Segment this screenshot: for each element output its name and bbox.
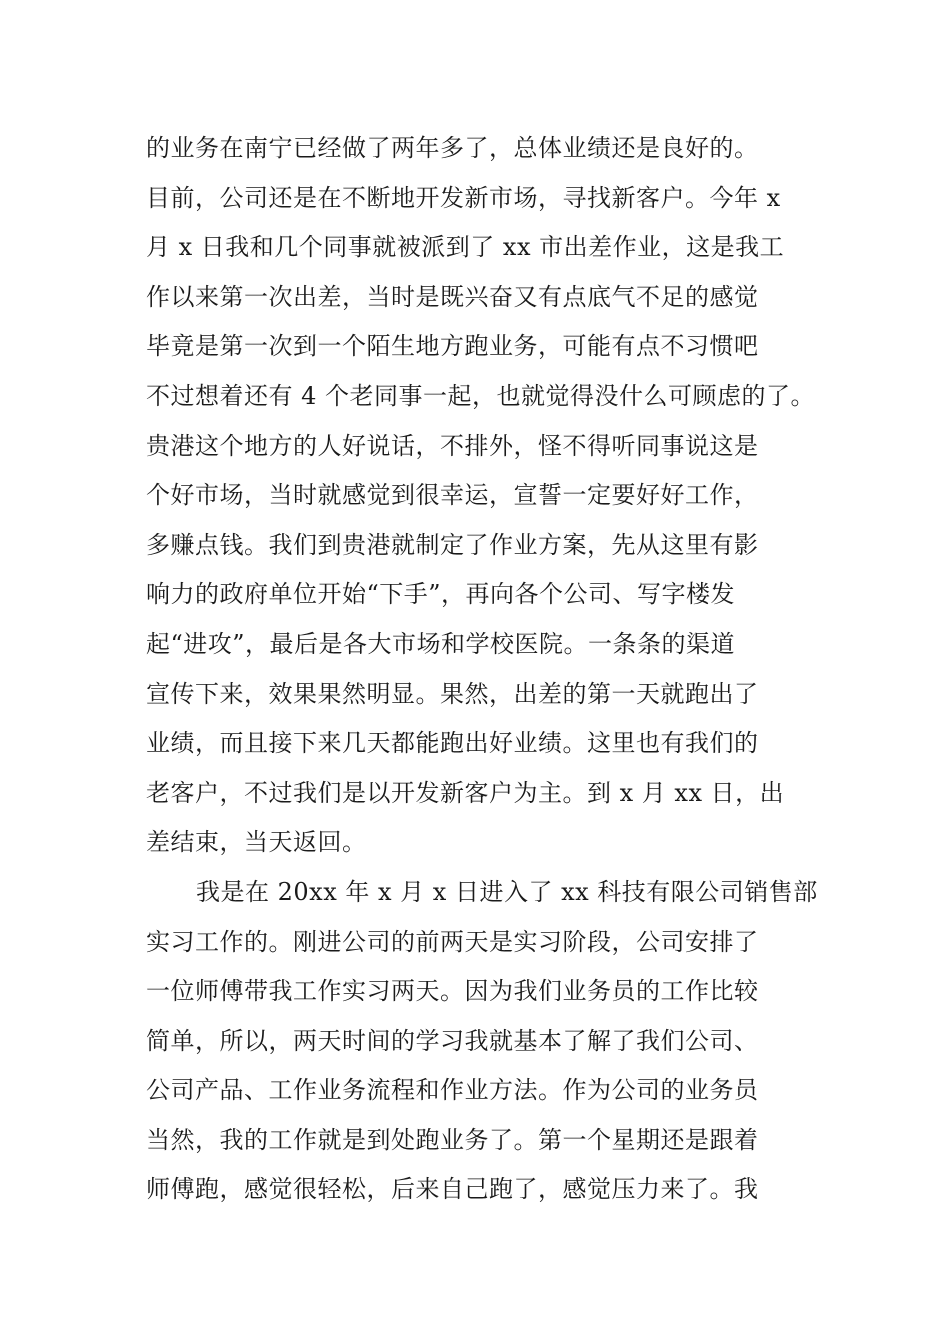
text-line: 师傅跑，感觉很轻松，后来自己跑了，感觉压力来了。我 <box>146 1175 759 1204</box>
paragraph-first-line: 我是在 20xx 年 x 月 x 日进入了 xx 科技有限公司销售部 <box>196 877 818 906</box>
text-line: 起“进攻”，最后是各大市场和学校医院。一条条的渠道 <box>146 629 736 658</box>
text-line: 简单，所以，两天时间的学习我就基本了解了我们公司、 <box>146 1026 759 1055</box>
text-line: 一位师傅带我工作实习两天。因为我们业务员的工作比较 <box>146 977 759 1006</box>
text-line: 当然，我的工作就是到处跑业务了。第一个星期还是跟着 <box>146 1125 759 1154</box>
text-line: 月 x 日我和几个同事就被派到了 xx 市出差作业，这是我工 <box>146 233 785 262</box>
document-body <box>146 128 846 1219</box>
text-line: 作以来第一次出差，当时是既兴奋又有点底气不足的感觉 <box>146 282 759 311</box>
text-line: 公司产品、工作业务流程和作业方法。作为公司的业务员 <box>146 1076 759 1105</box>
text-line: 多赚点钱。我们到贵港就制定了作业方案，先从这里有影 <box>146 530 759 559</box>
text-line: 不过想着还有 4 个老同事一起，也就觉得没什么可顾虑的了。 <box>146 381 816 410</box>
text-line: 差结束，当天返回。 <box>146 828 367 857</box>
text-line: 个好市场，当时就感觉到很幸运，宣誓一定要好好工作， <box>146 481 759 510</box>
text-line: 业绩，而且接下来几天都能跑出好业绩。这里也有我们的 <box>146 729 759 758</box>
text-line: 的业务在南宁已经做了两年多了，总体业绩还是良好的。 <box>146 134 759 162</box>
text-line: 实习工作的。刚进公司的前两天是实习阶段，公司安排了 <box>146 927 759 956</box>
text-line: 贵港这个地方的人好说话，不排外，怪不得听同事说这是 <box>146 431 759 460</box>
text-line: 宣传下来，效果果然明显。果然，出差的第一天就跑出了 <box>146 679 759 708</box>
text-line: 响力的政府单位开始“下手”，再向各个公司、写字楼发 <box>146 580 736 609</box>
text-line: 老客户，不过我们是以开发新客户为主。到 x 月 xx 日，出 <box>146 778 785 807</box>
text-line: 目前，公司还是在不断地开发新市场，寻找新客户。今年 x <box>146 183 781 212</box>
text-line: 毕竟是第一次到一个陌生地方跑业务，可能有点不习惯吧 <box>146 332 759 361</box>
